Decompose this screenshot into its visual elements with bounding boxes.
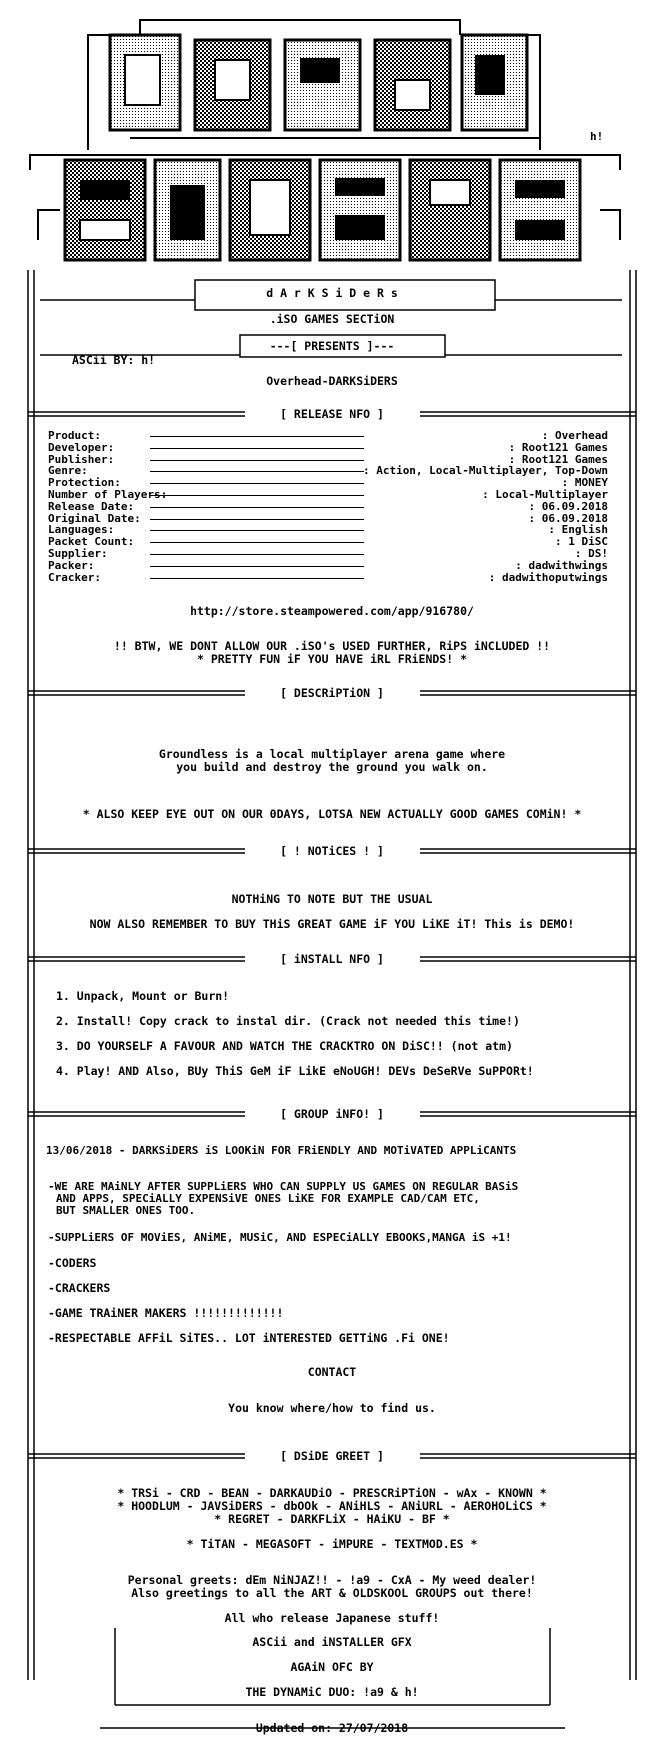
release-field-label: Protection: (48, 476, 121, 490)
description-line-2: you build and destroy the ground you walk on. (176, 760, 488, 774)
group-affils: -RESPECTABLE AFFiL SiTES.. LOT iNTERESTED GETTiNG .Fi ONE! (48, 1331, 450, 1345)
group-suppliers-1: -WE ARE MAiNLY AFTER SUPPLiERS WHO CAN SUPPLY US GAMES ON REGULAR BASiS (48, 1180, 519, 1193)
release-field-label: Number of Players: (48, 488, 168, 501)
release-field-label: Packer: (48, 558, 95, 572)
description-line-1: Groundless is a local multiplayer arena game where (158, 747, 506, 761)
group-crackers: -CRACKERS (48, 1281, 111, 1295)
footer-line-2: AGAiN OFC BY (290, 1660, 374, 1674)
release-field-value: : Action, Local-Multiplayer, Top-Down (362, 464, 608, 478)
release-field-label: Cracker: (48, 570, 101, 584)
release-field-value: : 1 DiSC (555, 535, 608, 549)
group-headline: 13/06/2018 - DARKSiDERS iS LOOKiN FOR FRiENDLY AND MOTiVATED APPLiCANTS (46, 1144, 517, 1157)
section-title-description: [ DESCRiPTiON ] (280, 686, 384, 700)
release-field-leader (150, 448, 364, 449)
store-link[interactable]: http://store.steampowered.com/app/916780/ (190, 604, 474, 618)
release-field-label: Product: (48, 429, 101, 442)
greets-line-3: * REGRET - DARKFLiX - HAiKU - BF * (214, 1512, 450, 1526)
release-field-value: : 06.09.2018 (528, 499, 608, 513)
release-field-label: Release Date: (48, 499, 135, 513)
release-field-value: : Local-Multiplayer (482, 488, 608, 501)
release-field-leader (150, 471, 364, 472)
release-field-value: : 06.09.2018 (528, 511, 608, 525)
section-title-install: [ iNSTALL NFO ] (280, 952, 384, 966)
install-step-3: 3. DO YOURSELF A FAVOUR AND WATCH THE CRACKTRO ON DiSC!! (not atm) (56, 1039, 513, 1053)
greets-line-2: * HOODLUM - JAVSiDERS - dbOOk - ANiHLS - ANiURL - AEROHOLiCS * (117, 1499, 547, 1513)
install-step-4: 4. Play! AND Also, BUy ThiS GeM iF LikE eNoUGH! DEVs DeSeRVe SuPPORt! (56, 1064, 534, 1078)
contact-label: CONTACT (307, 1365, 357, 1379)
group-trainers: -GAME TRAiNER MAKERS !!!!!!!!!!!!! (48, 1306, 284, 1320)
release-field-leader (150, 530, 364, 531)
warning-line-1: !! BTW, WE DONT ALLOW OUR .iSO's USED FURTHER, RiPS iNCLUDED !! (113, 639, 551, 653)
release-field-value: : dadwithoputwings (488, 570, 608, 584)
release-field-value: : Root121 Games (508, 452, 608, 466)
release-field-value: : Root121 Games (508, 440, 608, 454)
warning-line-2: * PRETTY FUN iF YOU HAVE iRL FRiENDS! * (196, 652, 468, 666)
footer-line-1: ASCii and iNSTALLER GFX (252, 1635, 412, 1649)
release-field-leader (150, 566, 364, 567)
group-name: d A r K S i D e R s (266, 286, 398, 300)
install-step-2: 2. Install! Copy crack to instal dir. (Crack not needed this time!) (56, 1014, 520, 1028)
notice-line-2: NOW ALSO REMEMBER TO BUY THiS GREAT GAME iF YOU LiKE iT! This is DEMO! (89, 917, 575, 931)
release-field-leader (150, 554, 364, 555)
release-field-label: Original Date: (48, 511, 141, 525)
release-field-label: Languages: (48, 523, 115, 537)
section-title-greet: [ DSiDE GREET ] (280, 1449, 384, 1463)
group-suppliers-2: AND APPS, SPECiALLY EXPENSiVE ONES LiKE FOR EXAMPLE CAD/CAM ETC, (56, 1192, 480, 1205)
ascii-credit: ASCii BY: h! (72, 353, 156, 367)
release-field-leader (150, 495, 364, 496)
release-field-label: Publisher: (48, 452, 115, 466)
group-coders: -CODERS (48, 1256, 97, 1270)
release-field-leader (150, 578, 364, 579)
release-field-label: Supplier: (48, 547, 108, 560)
japanese-greets: All who release Japanese stuff! (224, 1611, 440, 1625)
footer-line-3: THE DYNAMiC DUO: !a9 & h! (245, 1685, 419, 1699)
personal-greets-1: Personal greets: dEm NiNJAZ!! - !a9 - CxA - My weed dealer! (127, 1573, 537, 1587)
notice-line-1: NOTHiNG TO NOTE BUT THE USUAL (231, 892, 433, 906)
updated-date: Updated on: 27/07/2018 (255, 1721, 409, 1735)
release-field-value: : DS! (574, 547, 608, 560)
greets-line-4: * TiTAN - MEGASOFT - iMPURE - TEXTMOD.ES * (186, 1537, 478, 1551)
release-field-label: Packet Count: (48, 535, 135, 549)
logo-signature: h! (590, 130, 604, 143)
release-field-leader (150, 483, 364, 484)
release-field-value: : English (548, 523, 608, 537)
release-field-leader (150, 436, 364, 437)
release-field-leader (150, 542, 364, 543)
greets-line-1: * TRSi - CRD - BEAN - DARKAUDiO - PRESCRiPTiON - wAx - KNOWN * (117, 1486, 547, 1500)
release-field-value: : MONEY (561, 476, 608, 490)
group-movies: -SUPPLiERS OF MOViES, ANiME, MUSiC, AND ESPECiALLY EBOOKS,MANGA iS +1! (48, 1231, 512, 1244)
contact-text: You know where/how to find us. (228, 1401, 436, 1415)
section-name: .iSO GAMES SECTiON (269, 312, 395, 326)
personal-greets-2: Also greetings to all the ART & OLDSKOOL GROUPS out there! (131, 1586, 533, 1600)
group-suppliers-3: BUT SMALLER ONES TOO. (56, 1204, 196, 1217)
section-title-release: [ RELEASE NFO ] (280, 407, 384, 421)
release-field-leader (150, 507, 364, 508)
release-field-label: Developer: (48, 440, 115, 454)
section-title-group: [ GROUP iNFO! ] (280, 1107, 384, 1121)
release-field-value: : dadwithwings (515, 558, 608, 572)
release-field-leader (150, 519, 364, 520)
section-title-notices: [ ! NOTiCES ! ] (280, 844, 384, 858)
presents-label: ---[ PRESENTS ]--- (269, 339, 395, 353)
release-field-leader (150, 460, 364, 461)
description-note: * ALSO KEEP EYE OUT ON OUR 0DAYS, LOTSA NEW ACTUALLY GOOD GAMES COMiN! * (82, 807, 582, 821)
release-field-label: Genre: (48, 464, 88, 478)
release-field-value: : Overhead (541, 429, 608, 442)
install-step-1: 1. Unpack, Mount or Burn! (56, 989, 230, 1003)
release-name: Overhead-DARKSiDERS (266, 374, 398, 388)
